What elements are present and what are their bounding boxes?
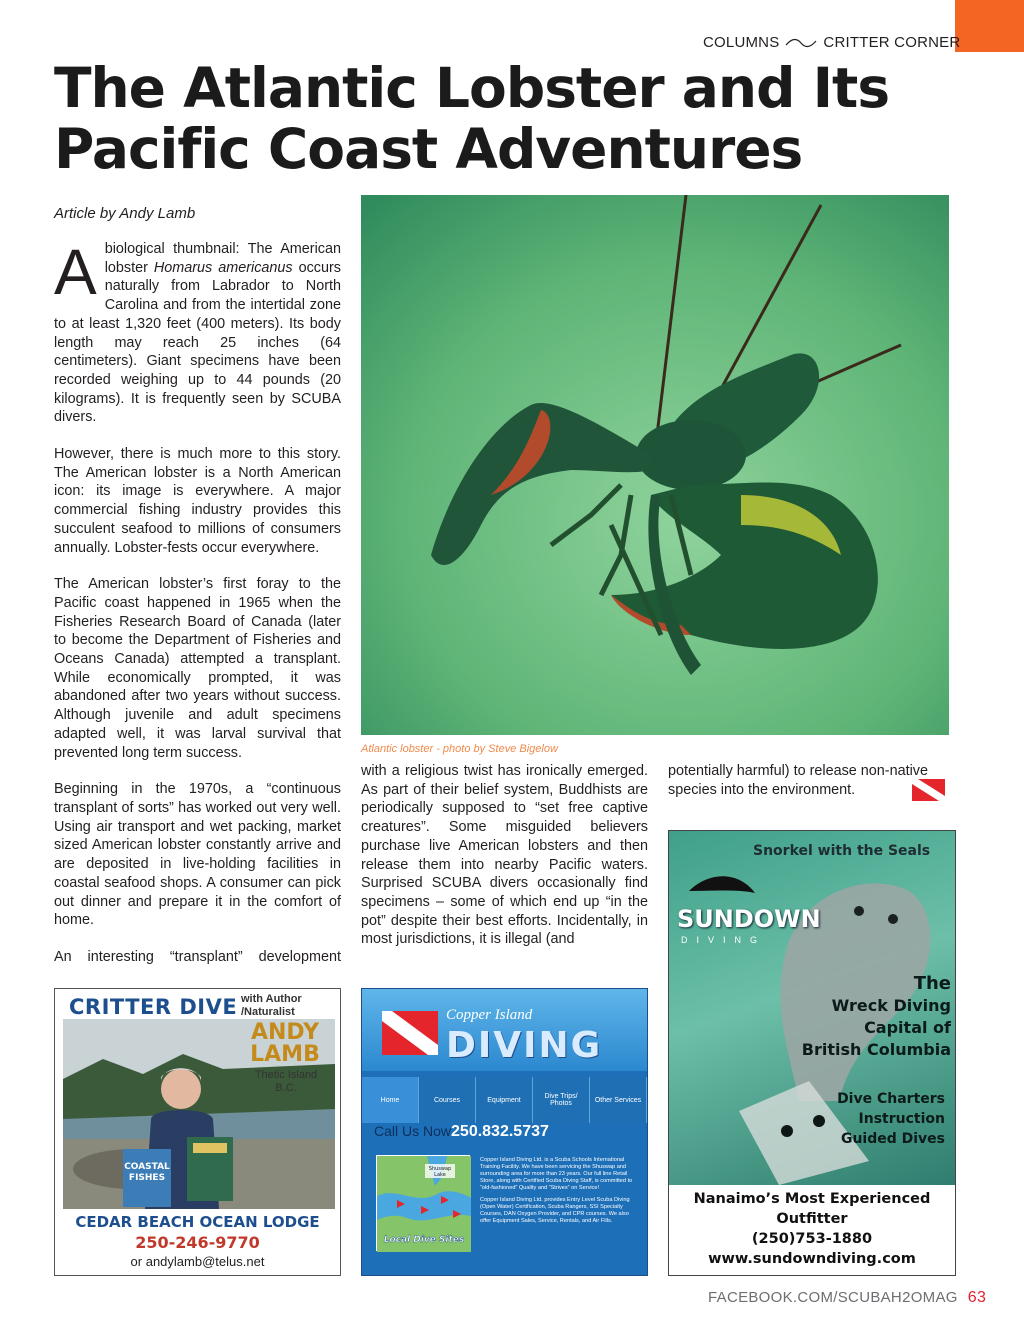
snorkel-headline: Snorkel with the Seals [753,843,931,859]
map-graphic [377,1156,471,1252]
service-guided-dives: Guided Dives [840,1131,945,1147]
section-name: COLUMNS [703,34,780,51]
copper-nav-home[interactable]: Home [362,1077,419,1123]
copper-nav [362,1077,647,1123]
paragraph-3: The American lobster’s first foray to the Pacific coast happened in 1965 when the Fisheries Research Board of Canada (later to become the Department of Fisheries and Oceans Canada) attempted a transplant. While economically prompted, it was abandoned after two years without success. Although juvenile and adult specimens adapted well, it was larval survival that prevented long term success. [54,576,341,761]
lobster-photo [361,195,949,735]
sundown-logo: SUNDOWN [677,905,821,933]
sundown-tagline-2: Outfitter [776,1211,848,1227]
sundown-logo-subtitle: DIVING [681,935,767,945]
dive-flag-icon [382,1011,438,1055]
copper-description [480,1157,638,1230]
svg-text:Local Dive Sites: Local Dive Sites [383,1235,465,1245]
section-breadcrumb [703,34,960,51]
svg-text:Lake: Lake [434,1172,446,1178]
service-instruction: Instruction [858,1111,945,1127]
subsection-name: CRITTER CORNER [823,34,961,51]
lobster-illustration [361,195,949,735]
copper-nav-courses[interactable]: Courses [419,1077,476,1123]
paragraph-2: However, there is much more to this story. The American lobster is a North American icon: its image is everywhere. A major commercial fishing industry provides this succulent seafood to millions of consumers annually. Lobster-fests occur everywhere. [54,446,341,556]
sundown-diving-ad[interactable] [668,830,956,1276]
wreck-line-2: Wreck Diving [831,996,951,1015]
footer-social-link[interactable]: FACEBOOK.COM/SCUBAH2OMAG [708,1289,958,1306]
sundown-website[interactable]: www.sundowndiving.com [708,1251,916,1267]
author-name: ANDY LAMB [250,1020,320,1067]
critter-dive-ad[interactable] [54,988,341,1276]
copper-island-diving-ad[interactable] [361,988,648,1276]
copper-description-2: Copper Island Diving Ltd. provides Entry Level Scuba Diving (Open Water) Certification, Scuba Rangers, SSI Specialty Courses, DAN Oxygen Provider, and CPR courses. We also offer Equipment Sales, Service, Rentals, and Air Fills. [480,1197,630,1224]
photo-caption: Atlantic lobster - photo by Steve Bigelow [361,743,558,755]
local-dive-sites-map[interactable] [376,1155,470,1251]
dive-flag-icon [912,779,945,801]
article-column-2 [361,762,648,949]
wave-divider-icon [785,38,817,48]
service-charters: Dive Charters [837,1091,945,1107]
svg-text:Shuswap: Shuswap [428,1166,452,1172]
paragraph-1-text-b: occurs naturally from Labrador to North Carolina and from the intertidal zone to at least 1,320 feet (400 meters). Its body length may reach 25 inches (64 centimeters). Giant specimens have been recorded weighing up to 44 pounds (20 kilograms). It is frequently seen by SCUBA divers. [54,259,341,426]
copper-nav-other-services[interactable]: Other Services [590,1077,647,1123]
title-line-1: The Atlantic Lobster and Its [54,56,890,120]
copper-call-label: Call Us Now [374,1123,452,1139]
critter-dive-title: CRITTER DIVE [69,995,238,1019]
svg-text:COASTAL: COASTAL [124,1162,170,1172]
sundown-tagline: Nanaimo’s Most Experienced [693,1191,931,1207]
paragraph-4: Beginning in the 1970s, a “continuous transplant of sorts” has worked out very well. Using air transport and wet packing, market sized American lobster constantly arrive and are deposited in live-holding facilities in coastal seafood shops. A consumer can pick out dinner and prepare it in the comfort of home. [54,781,341,929]
sundown-contact [669,1189,955,1269]
author-email[interactable]: or andylamb@telus.net [130,1254,265,1269]
title-line-2: Pacific Coast Adventures [54,117,803,181]
paragraph-1-text-a: biological thumbnail: The American lobster [104,241,341,276]
lodge-name: CEDAR BEACH OCEAN LODGE [75,1213,320,1231]
sundown-phone[interactable]: (250)753-1880 [751,1231,873,1247]
copper-diving-wordmark: DIVING [446,1025,603,1066]
sundown-services [785,1089,945,1149]
wreck-diving-headline [751,973,951,1061]
copper-phone[interactable]: 250.832.5737 [451,1123,549,1140]
copper-description-1: Copper Island Diving Ltd. is a Scuba Schools International Training Facility. We have been servicing the Shuswap and surrounding area for more than 23 years. Our full line Retail Store, along with Certified Scuba Diving Staff, is committed to “old-fashioned” Quality and “Strives” on Service! [480,1157,633,1191]
lodge-phone[interactable]: 250-246-9770 [135,1233,260,1252]
author-location: Thetic Island B.C. [254,1069,318,1094]
copper-brand: Copper Island [446,1007,533,1023]
copper-nav-equipment[interactable]: Equipment [476,1077,533,1123]
drop-cap: A [54,236,97,308]
page-number: 63 [967,1289,987,1306]
critter-dive-author-label: with Author /Naturalist [241,993,302,1018]
section-color-tab [955,0,1024,52]
paragraph-6: with a religious twist has ironically emerged. As part of their belief system, Buddhists are periodically supposed to “set free captive creatures”. Some misguided believers purchase live American lobsters and then release them into nearby Pacific waters. Surprised SCUBA divers occasionally find specimens – some of which end up “in the pot” despite their best efforts. Incidentally, in most jurisdictions, it is illegal (and [361,763,648,948]
svg-text:FISHES: FISHES [128,1173,166,1183]
species-name: Homarus americanus [153,259,293,276]
article-title [54,58,934,180]
paragraph-5: An interesting “transplant” development [54,948,341,965]
copper-nav-dive-trips[interactable]: Dive Trips/ Photos [533,1077,590,1123]
paragraph-1 [54,236,341,427]
wreck-line-4: British Columbia [801,1040,951,1059]
paragraph-7: potentially harmful) to release non-native species into the environment. [668,763,928,798]
wreck-line-1: The [913,973,951,994]
article-column-1 [54,236,341,985]
wreck-line-3: Capital of [864,1018,951,1037]
copper-call-line [374,1123,549,1141]
page-footer [708,1289,986,1307]
article-byline: Article by Andy Lamb [54,205,196,222]
